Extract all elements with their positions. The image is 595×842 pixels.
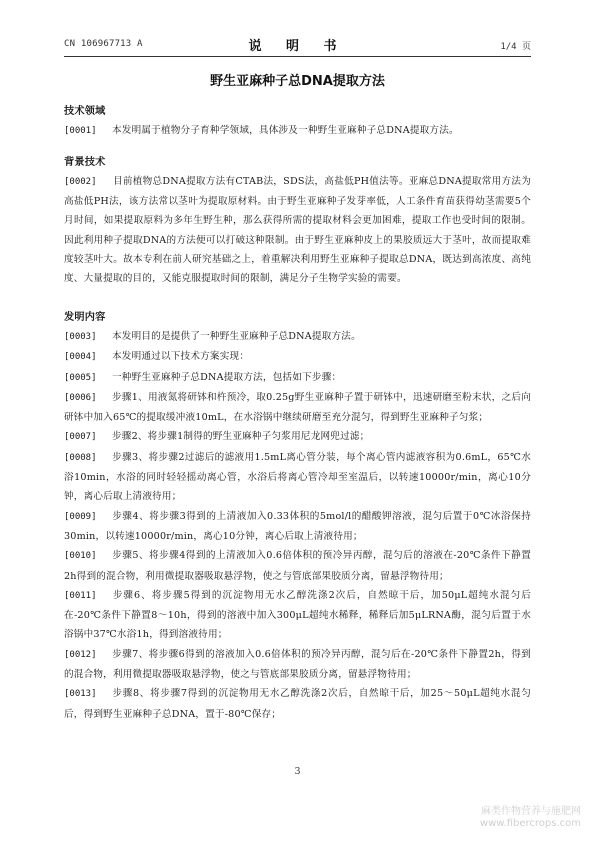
paragraph-number: [0008] [64, 452, 97, 463]
paragraph [64, 586, 531, 645]
paragraph-number: [0002] [64, 176, 97, 187]
document-title: 野生亚麻种子总DNA提取方法 [210, 74, 385, 89]
paragraph-number: [0005] [64, 372, 97, 383]
paragraph [64, 327, 531, 347]
paragraph-number: [0003] [64, 331, 97, 342]
paragraph-number: [0012] [64, 649, 97, 660]
section-heading: 发明内容 [64, 311, 106, 323]
paragraph-text: 步骤3、将步骤2过滤后的滤液用1.5mL离心管分装，每个离心管内滤液容积为0.6mL，65℃水浴10min，水浴的同时轻轻摇动离心管，水浴后将离心管冷却至室温后，以转速10000r/min，离心10分钟，离心后取上清液待用； [64, 451, 531, 503]
paragraph-text: 步骤4、将步骤3得到的上清液加入0.33体积的5mol/l的醋酸钾溶液，混匀后置于0℃冰浴保持30min，以转速10000r/min，离心10分钟，离心后取上清液待用； [64, 510, 531, 542]
watermark-line: 麻类作物营养与施肥网 [481, 806, 581, 817]
paragraph [64, 546, 531, 586]
section-heading: 背景技术 [64, 156, 106, 168]
paragraph-number: [0004] [64, 352, 97, 363]
paragraph-text: 一种野生亚麻种子总DNA提取方法，包括如下步骤： [112, 371, 342, 383]
paragraph-text: 目前植物总DNA提取方法有CTAB法，SDS法，高盐低PH值法等。亚麻总DNA提取常用方法为高盐低PH法，该方法常以茎叶为提取原材料。由于野生亚麻种子发芽率低，人工条件育苗获得幼茎需要5个月时间，如果提取原料为多年生野生种，那么获得所需的提取材料会更加困难，提取工作也受时间的限制。因此利用种子提取DNA的方法便可以打破这种限制。由于野生亚麻种皮上的果胶质远大于茎叶，故而提取难度较茎叶大。故本专利在前人研究基础之上，着重解决利用野生亚麻种子提取总DNA，既达到高浓度、高纯度、大量提取的目的，又能克服提取时间的限制，满足分子生物学实验的需要。 [64, 175, 531, 285]
paragraph-number: [0011] [64, 590, 97, 601]
paragraph-number: [0009] [64, 511, 97, 522]
paragraph-number: [0010] [64, 551, 97, 562]
paragraph [64, 448, 531, 507]
document-body [64, 102, 531, 724]
paragraph-text: 本发明目的是提供了一种野生亚麻种子总DNA提取方法。 [112, 330, 361, 342]
paragraph [64, 347, 531, 367]
paragraph-number: [0006] [64, 392, 97, 403]
paragraph [64, 507, 531, 547]
publication-number: CN 106967713 A [64, 39, 143, 49]
header-rule [64, 56, 531, 57]
paragraph-text: 步骤8、将步骤7得到的沉淀物用无水乙醇洗涤2次后，自然晾干后，加25～50μL超纯水混匀后，得到野生亚麻种子总DNA，置于-80℃保存； [64, 688, 531, 720]
paragraph-text: 步骤2、将步骤1制得的野生亚麻种子匀浆用尼龙网兜过滤； [112, 431, 370, 443]
paragraph [64, 172, 531, 289]
paragraph-text: 步骤7、将步骤6得到的溶液加入0.6倍体积的预冷异丙醇，混匀后在-20℃条件下静置2h，得到的混合物，利用微提取器吸取悬浮物，使之与管底部果胶质分离，留悬浮物待用； [64, 648, 531, 681]
paragraph [64, 645, 531, 685]
paragraph [64, 368, 531, 388]
page-header [64, 38, 531, 52]
paragraph-text: 本发明通过以下技术方案实现： [112, 351, 250, 363]
watermark-line: www.fibercrops.com [479, 818, 581, 829]
paragraph-text: 本发明属于植物分子育种学领域，具体涉及一种野生亚麻种子总DNA提取方法。 [112, 125, 459, 137]
paragraph-number: [0013] [64, 689, 97, 700]
page-number: 3 [294, 766, 301, 777]
paragraph-number: [0001] [64, 126, 97, 137]
paragraph-text: 步骤1、用液氮将研钵和杵预冷，取0.25g野生亚麻种子置于研钵中，迅速研磨至粉末状，之后向研钵中加入65℃的提取缓冲液10mL，在水浴锅中继续研磨至充分混匀，得到野生亚麻种子匀浆； [64, 391, 531, 424]
paragraph [64, 388, 531, 428]
paragraph [64, 121, 531, 141]
document-type: 说 明 书 [248, 39, 347, 54]
page-reference: 1/4 页 [500, 42, 531, 52]
paragraph-text: 步骤6、将步骤5得到的沉淀物用无水乙醇洗涤2次后，自然晾干后，加50μL超纯水混匀后在-20℃条件下静置8～10h，得到的溶液中加入300μL超纯水稀释，稀释后加5μLRNA酶，混匀后置于水浴锅中37℃水浴1h，得到溶液待用； [64, 589, 531, 641]
watermark [480, 806, 581, 830]
section-heading: 技术领域 [64, 106, 106, 117]
paragraph-text: 步骤5、将步骤4得到的上清液加入0.6倍体积的预冷异丙醇，混匀后的溶液在-20℃条件下静置2h得到的混合物，利用微提取器吸取悬浮物，使之与管底部果胶质分离，留悬浮物待用； [64, 550, 531, 582]
paragraph [64, 427, 531, 447]
paragraph [64, 684, 531, 724]
paragraph-number: [0007] [64, 432, 97, 443]
